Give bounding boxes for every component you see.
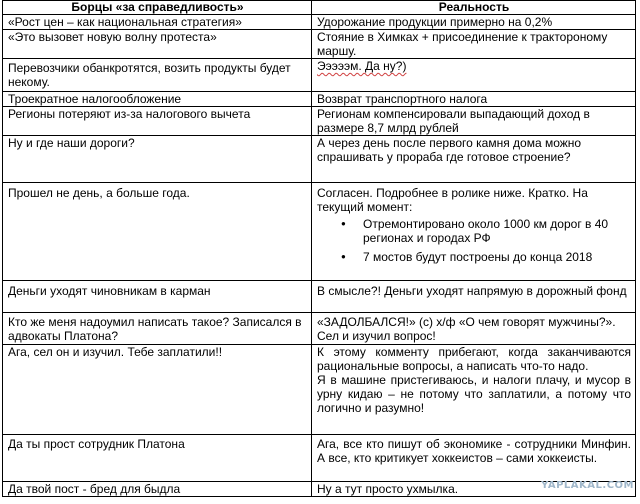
list-item: ● Отремонтировано около 1000 км дорог в 40 регионах и городах РФ — [363, 217, 631, 245]
header-right: Реальность — [312, 1, 636, 15]
cell-claim: Кто же меня надоумил написать такое? Записался в адвокаты Платона? — [3, 313, 312, 345]
cell-claim: Ага, сел он и изучил. Тебе заплатили!! — [3, 345, 312, 435]
table-row — [3, 183, 636, 281]
table-row — [3, 92, 636, 107]
table-header-row — [3, 1, 636, 15]
cell-reality: Стояние в Химках + присоединение к трактороному маршу. — [312, 30, 636, 59]
table-row — [3, 435, 636, 482]
cell-reality-para-1: К этому комменту прибегают, когда заканчиваются рациональные вопросы, а написать что-то надо. — [317, 345, 631, 373]
list-item: ● 7 мостов будут построены до конца 2018 — [363, 250, 631, 264]
cell-reality: Ну а тут просто ухмылка. — [312, 482, 636, 497]
site-watermark: YAPLAKAL.COM — [541, 480, 634, 491]
cell-claim: Перевозчики обанкротятся, возить продукты будет некому. — [3, 59, 312, 92]
cell-claim: Прошел не день, а больше года. — [3, 183, 312, 281]
table-row — [3, 281, 636, 313]
cell-claim: Ну и где наши дороги? — [3, 136, 312, 183]
cell-reality — [312, 59, 636, 92]
comparison-table — [2, 0, 636, 497]
cell-reality: «ЗАДОЛБАЛСЯ!» (с) х/ф «О чем говорят мужчины?». Сел и изучил вопрос! — [312, 313, 636, 345]
cell-claim: «Рост цен – как национальная стратегия» — [3, 15, 312, 30]
cell-reality — [312, 345, 636, 435]
bullet-list — [317, 217, 631, 264]
table-row — [3, 345, 636, 435]
cell-reality-text: Эээээм. Да ну?) — [317, 59, 407, 73]
cell-reality: Регионам компенсировали выпадающий доход в размере 8,7 млрд рублей — [312, 107, 636, 136]
cell-reality — [312, 183, 636, 281]
table-row — [3, 59, 636, 92]
table-row — [3, 30, 636, 59]
cell-reality: Ага, все кто пишут об экономике - сотрудники Минфин. А все, кто критикует хоккеистов – сами хоккеисты. — [312, 435, 636, 482]
cell-claim: Регионы потеряют из-за налогового вычета — [3, 107, 312, 136]
cell-claim: Деньги уходят чиновникам в карман — [3, 281, 312, 313]
cell-reality: А через день после первого камня дома можно спрашивать у прораба где готовое строение? — [312, 136, 636, 183]
cell-claim: Да ты прост сотрудник Платона — [3, 435, 312, 482]
table-row — [3, 15, 636, 30]
cell-claim: Троекратное налогообложение — [3, 92, 312, 107]
header-left: Борцы «за справедливость» — [3, 1, 312, 15]
cell-reality: Возврат транспортного налога — [312, 92, 636, 107]
table-row — [3, 313, 636, 345]
cell-reality: В смысле?! Деньги уходят напрямую в дорожный фонд — [312, 281, 636, 313]
cell-claim: Да твой пост - бред для быдла — [3, 482, 312, 497]
cell-reality-para-2: Я в машине пристегиваюсь, и налоги плачу, и мусор в урну кидаю – не потому что заплатили, а потому что логично и разумно! — [317, 373, 631, 415]
cell-claim: «Это вызовет новую волну протеста» — [3, 30, 312, 59]
table-row — [3, 107, 636, 136]
table-row — [3, 136, 636, 183]
cell-reality-intro: Согласен. Подробнее в ролике ниже. Кратко. На текущий момент: — [317, 186, 588, 214]
cell-reality: Удорожание продукции примерно на 0,2% — [312, 15, 636, 30]
